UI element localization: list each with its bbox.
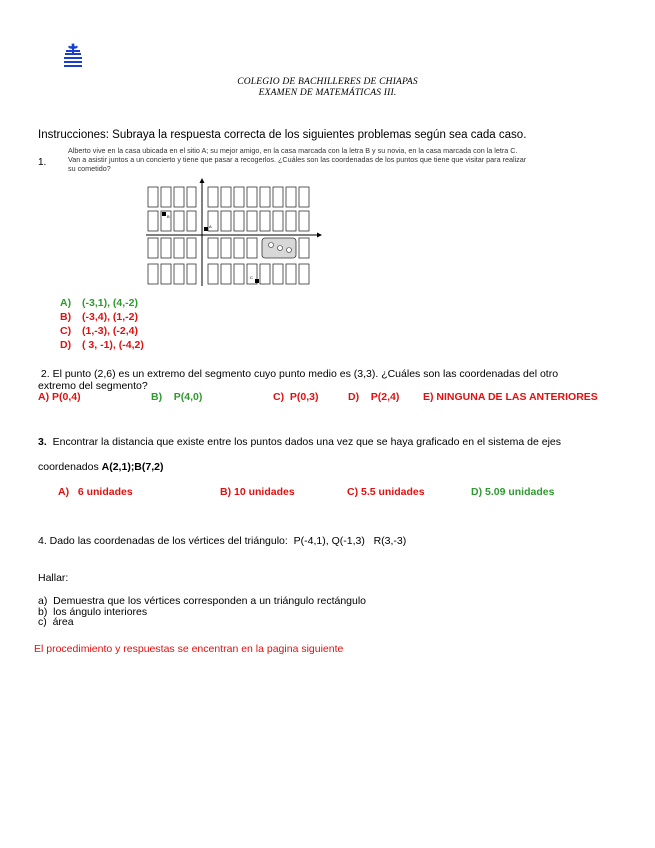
q4-item: c) área [38, 616, 74, 628]
q3-text [38, 436, 561, 448]
q3-option-b[interactable]: B) 10 unidades [220, 486, 295, 498]
map-label-c: C [250, 275, 253, 280]
q4-items [38, 596, 366, 628]
q2-option-b[interactable]: B) P(4,0) [151, 391, 203, 403]
q1-option-b[interactable] [60, 311, 138, 323]
q2-option-e[interactable]: E) NINGUNA DE LAS ANTERIORES [423, 391, 598, 403]
option-letter: D) [60, 339, 72, 351]
q2-text-line: 2. El punto (2,6) es un extremo del segmento cuyo punto medio es (3,3). ¿Cuáles son las coordenadas del otro [38, 368, 559, 380]
exam-title: EXAMEN DE MATEMÁTICAS III. [258, 88, 397, 98]
instructions: Instrucciones: Subraya la respuesta correcta de los siguientes problemas según sea cada caso. [38, 129, 527, 141]
q1-option-c[interactable] [60, 325, 138, 337]
q4-hallar: Hallar: [38, 572, 69, 584]
school-logo-icon [58, 38, 88, 68]
q4-item: a) Demuestra que los vértices corresponden a un triángulo rectángulo [38, 595, 367, 607]
q1-text-line: su cometido? [68, 164, 111, 173]
q4-text: 4. Dado las coordenadas de los vértices del triángulo: P(-4,1), Q(-1,3) R(3,-3) [38, 535, 407, 547]
q1-text-line: Van a asistir juntos a un concierto y tiene que pasar a recogerlos. ¿Cuáles son las coordenadas de los puntos que tiene que visitar para realizar [68, 155, 527, 164]
q1-text-line: Alberto vive en la casa ubicada en el sitio A; su mejor amigo, en la casa marcada con la letra B y su novia, en la casa marcada con la letra C. [68, 146, 518, 155]
q3-number: 3. [38, 436, 47, 448]
q1-option-a[interactable] [60, 297, 138, 309]
q2-option-a[interactable]: A) P(0,4) [38, 391, 81, 403]
q3-option-c[interactable]: C) 5.5 unidades [347, 486, 425, 498]
school-name: COLEGIO DE BACHILLERES DE CHIAPAS [237, 77, 418, 87]
q1-option-d[interactable] [60, 339, 144, 351]
option-letter: B) [60, 311, 72, 323]
q3-option-d[interactable]: D) 5.09 unidades [471, 486, 555, 498]
option-text: (-3,4), (1,-2) [82, 311, 139, 323]
q4-item: b) los ángulo interiores [38, 605, 148, 618]
q1-text [68, 146, 588, 173]
street-map-figure [146, 178, 322, 288]
map-label-a: A [209, 224, 212, 229]
q3-text-2 [38, 461, 163, 473]
procedure-note: El procedimiento y respuestas se encentran en la pagina siguiente [34, 643, 344, 655]
q3-points: A(2,1);B(7,2) [101, 461, 164, 473]
q2-text [38, 368, 598, 392]
map-label-b: B [167, 214, 170, 219]
q1-number: 1. [38, 157, 47, 168]
q3-text-line: Encontrar la distancia que existe entre los puntos dados una vez que se haya graficado en el sistema de ejes [46, 436, 561, 448]
q2-option-d[interactable]: D) P(2,4) [348, 391, 400, 403]
option-text: (1,-3), (-2,4) [82, 325, 139, 337]
q3-option-a[interactable]: A) 6 unidades [58, 486, 133, 498]
q2-text-line: extremo del segmento? [38, 380, 148, 392]
q2-option-c[interactable]: C) P(0,3) [273, 391, 319, 403]
option-text: ( 3, -1), (-4,2) [82, 339, 144, 351]
option-letter: C) [60, 325, 72, 337]
option-letter: A) [60, 297, 72, 309]
option-text: (-3,1), (4,-2) [82, 297, 139, 309]
q3-text-line: coordenados [38, 461, 102, 473]
